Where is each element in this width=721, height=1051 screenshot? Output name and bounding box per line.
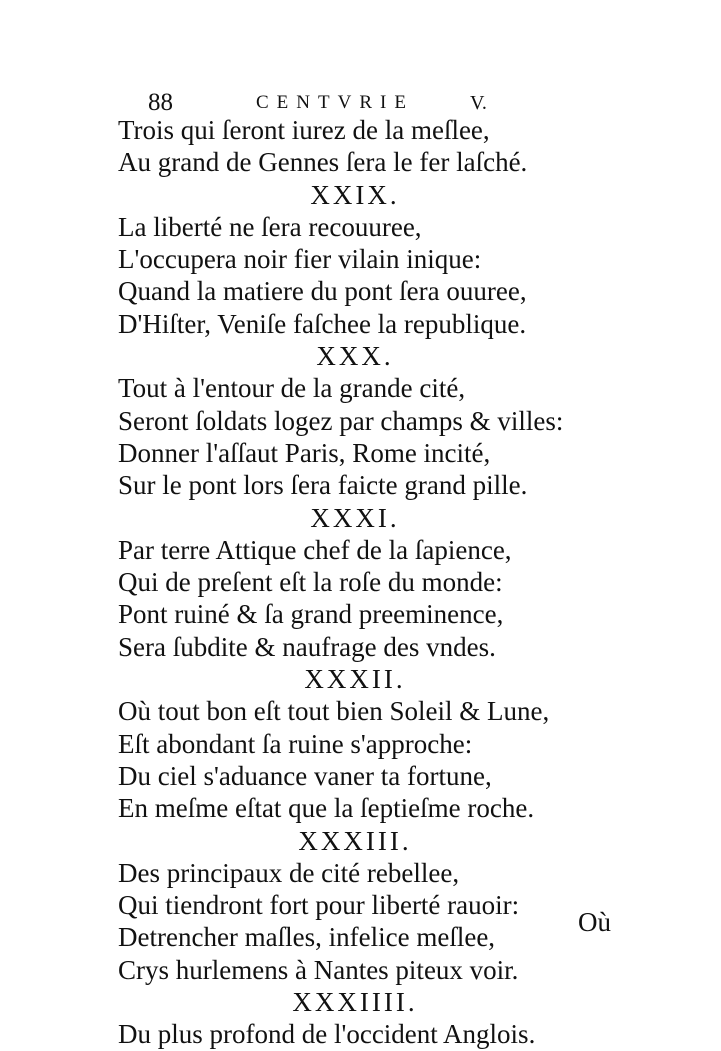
verse-line: Du plus profond de l'occident Anglois. bbox=[118, 1019, 536, 1050]
verse-line: Tout à l'entour de la grande cité, bbox=[118, 373, 466, 404]
verse-line: D'Hiſter, Veniſe faſchee la republique. bbox=[118, 308, 527, 339]
verse-line: Detrencher maſles, infelice meſlee, bbox=[118, 922, 496, 953]
catchword: Où bbox=[578, 907, 611, 937]
verse-line: Au grand de Gennes ſera le fer laſché. bbox=[118, 147, 528, 178]
verse-line: En meſme eſtat que la ſeptieſme roche. bbox=[118, 793, 535, 824]
verse-line: La liberté ne ſera recouuree, bbox=[118, 211, 422, 242]
verse-line: Où tout bon eſt tout bien Soleil & Lune, bbox=[118, 696, 550, 727]
verse-line: Trois qui ſeront iurez de la meſlee, bbox=[118, 115, 490, 145]
verse-line: Crys hurlemens à Nantes piteux voir. bbox=[118, 954, 519, 985]
verse-line: Qui tiendront fort pour liberté rauoir: bbox=[118, 890, 520, 921]
verse-line: Quand la matiere du pont ſera ouuree, bbox=[118, 276, 527, 307]
verse-line: Eſt abondant ſa ruine s'approche: bbox=[118, 728, 473, 759]
verse-text bbox=[118, 114, 578, 1051]
quatrain-number: XXXI. bbox=[310, 502, 400, 533]
verse-line: Qui de preſent eſt la roſe du monde: bbox=[118, 567, 503, 598]
quatrain-number: XXXIII. bbox=[298, 825, 412, 856]
volume-number: V. bbox=[470, 92, 487, 114]
quatrain-number: XXXIIII. bbox=[292, 987, 418, 1018]
running-title: CENTVRIE bbox=[256, 92, 414, 113]
verse-line: Pont ruiné & ſa grand preeminence, bbox=[118, 599, 504, 630]
verse-line: L'occupera noir fier vilain inique: bbox=[118, 244, 482, 275]
page-number: 88 bbox=[148, 89, 173, 116]
verse-line: Du ciel s'aduance vaner ta fortune, bbox=[118, 760, 492, 791]
quatrain-number: XXX. bbox=[316, 341, 394, 372]
verse-line: Des principaux de cité rebellee, bbox=[118, 857, 460, 888]
quatrain-number: XXIX. bbox=[310, 179, 400, 210]
verse-line: Sera ſubdite & naufrage des vndes. bbox=[118, 631, 496, 662]
quatrain-number: XXXII. bbox=[304, 664, 406, 695]
verse-line: Donner l'aſſaut Paris, Rome incité, bbox=[118, 437, 491, 468]
verse-line: Sur le pont lors ſera faicte grand pille. bbox=[118, 470, 528, 501]
verse-line: Seront ſoldats logez par champs & villes: bbox=[118, 405, 564, 436]
verse-line: Par terre Attique chef de la ſapience, bbox=[118, 534, 512, 565]
